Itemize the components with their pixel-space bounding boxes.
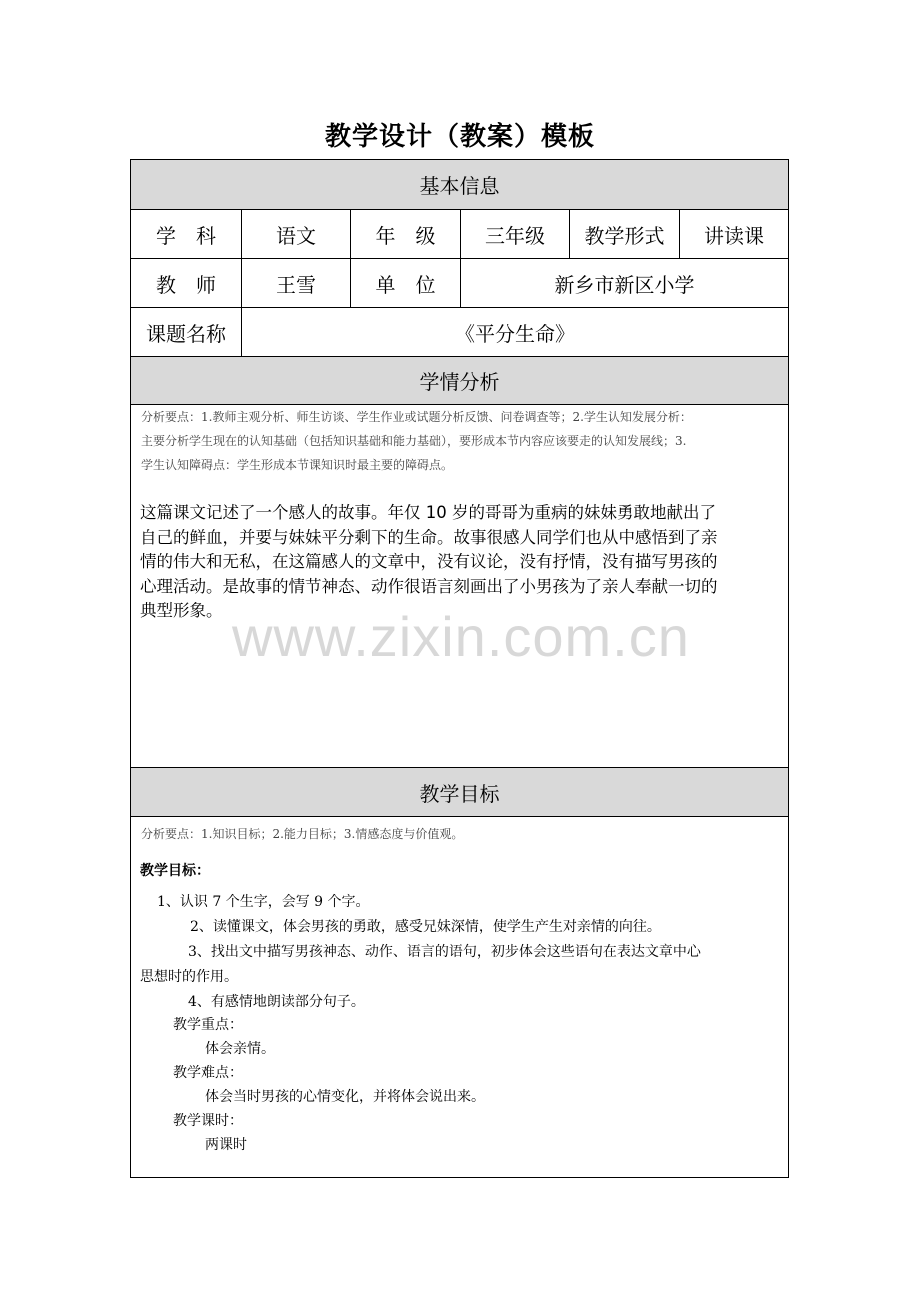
analysis-hint: [141, 405, 781, 477]
goals-hint: 分析要点：1.知识目标；2.能力目标；3.情感态度与价值观。: [141, 827, 464, 841]
unit-label: 单 位: [351, 259, 461, 307]
topic-label: 课题名称: [131, 308, 242, 356]
class-hours-value: 两课时: [205, 1137, 247, 1153]
key-point-label: 教学重点：: [173, 1017, 243, 1033]
unit-value: 新乡市新区小学: [554, 272, 695, 297]
section-header-basic-info: 基本信息: [131, 160, 788, 210]
analysis-hint-line-1: 分析要点：1.教师主观分析、师生访谈、学生作业或试题分析反馈、问卷调查等；2.学生认知发展分析：: [141, 410, 692, 424]
topic-value: 《平分生命》: [455, 321, 575, 346]
analysis-text-line-1: 这篇课文记述了一个感人的故事。年仅 10 岁的哥哥为重病的妹妹勇敢地献出了: [140, 503, 716, 522]
info-row-teacher: [131, 259, 788, 308]
teacher-label: 教 师: [131, 259, 242, 307]
difficulty-label: 教学难点：: [173, 1065, 243, 1081]
goal-item-1: 1、认识 7 个生字，会写 9 个字。: [157, 894, 370, 910]
goals-heading: 教学目标：: [140, 863, 210, 879]
watermark: www.zixin.com.cn: [232, 605, 690, 668]
analysis-text-line-5: 典型形象。: [140, 601, 223, 620]
analysis-text-line-4: 心理活动。是故事的情节神态、动作很语言刻画出了小男孩为了亲人奉献一切的: [140, 576, 718, 596]
difficulty-value: 体会当时男孩的心情变化，并将体会说出来。: [205, 1089, 485, 1105]
info-row-subject: [131, 210, 788, 259]
section-header-teaching-goals: 教学目标: [131, 768, 788, 817]
analysis-hint-line-2: 主要分析学生现在的认知基础（包括知识基础和能力基础），要形成本节内容应该要走的认知发展线；3.: [141, 434, 687, 448]
analysis-text-line-3: 情的伟大和无私，在这篇感人的文章中，没有议论，没有抒情，没有描写男孩的: [140, 552, 718, 571]
grade-value: 三年级: [461, 210, 570, 258]
goal-item-4: 4、有感情地朗读部分句子。: [188, 994, 365, 1010]
teacher-value: 王雪: [242, 259, 351, 307]
goal-item-3: 3、找出文中描写男孩神态、动作、语言的语句，初步体会这些语句在表达文章中心: [188, 944, 701, 960]
section-header-student-analysis: 学情分析: [131, 357, 788, 405]
form-value: 讲读课: [704, 223, 764, 248]
subject-value: 语文: [242, 210, 351, 258]
form-label: 教学形式: [570, 210, 680, 258]
goal-item-3-continued: 思想时的作用。: [140, 969, 238, 985]
analysis-text-line-2: 自己的鲜血，并要与妹妹平分剩下的生命。故事很感人同学们也从中感悟到了亲: [140, 527, 718, 547]
class-hours-label: 教学课时：: [173, 1113, 243, 1129]
goal-item-2: 2、读懂课文，体会男孩的勇敢，感受兄妹深情，使学生产生对亲情的向往。: [190, 919, 661, 935]
analysis-hint-line-3: 学生认知障碍点：学生形成本节课知识时最主要的障碍点。: [141, 458, 454, 472]
document-title: 教学设计（教案）模板: [324, 122, 595, 152]
key-point-value: 体会亲情。: [205, 1041, 275, 1057]
grade-label: 年 级: [351, 210, 461, 258]
subject-label: 学 科: [131, 210, 242, 258]
info-row-topic: [131, 308, 788, 357]
